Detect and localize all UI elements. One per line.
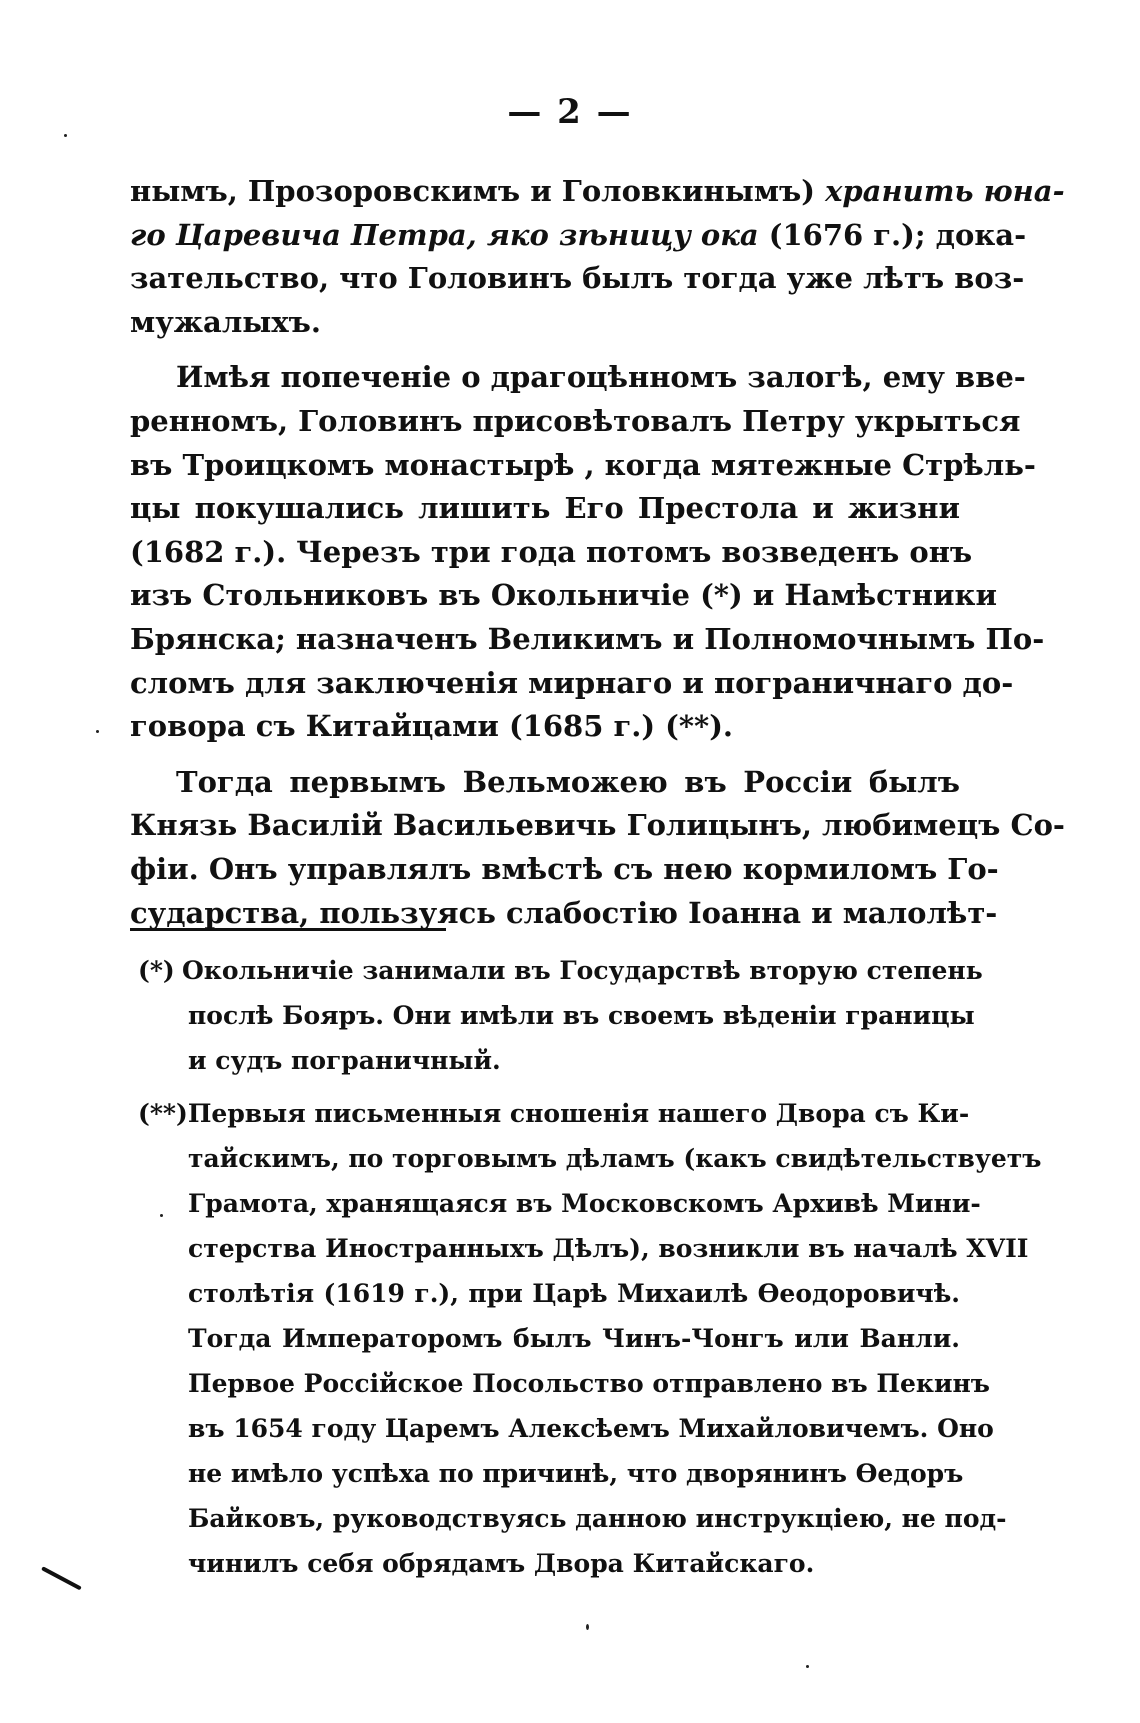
page-number: — 2 —: [507, 92, 633, 132]
footnote-line: [138, 1271, 960, 1316]
footnote-line: [138, 948, 983, 993]
text-line: [130, 804, 1065, 848]
text-line: [130, 170, 1065, 214]
footnote-text: Байковъ, руководствуясь данною инструкціею, не под-: [188, 1504, 1007, 1533]
footnote-line: [138, 1496, 1007, 1541]
text-line: [130, 400, 1021, 444]
footnote-marker: (*): [138, 956, 175, 985]
text-line: [130, 574, 997, 618]
footnote: [138, 1091, 1042, 1586]
scan-stroke-mark: [41, 1566, 82, 1590]
text-span: Князь Василій Васильевичь Голицынъ, любимецъ Со-: [130, 808, 1065, 843]
text-span: ренномъ, Головинъ присовѣтовалъ Петру укрыться: [130, 403, 1021, 438]
text-line: [130, 618, 1045, 662]
text-span: въ Троицкомъ монастырѣ , когда мятежные Стрѣль-: [130, 447, 1036, 482]
text-span: цы покушались лишить Его Престола и жизни: [130, 491, 960, 526]
footnote-text: стерства Иностранныхъ Дѣлъ), возникли въ началѣ XVII: [188, 1234, 1029, 1263]
text-line: [130, 487, 960, 531]
text-line: [130, 531, 973, 575]
scan-speck: [160, 1214, 163, 1217]
text-span: изъ Стольниковъ въ Окольничіе (*) и Намѣстники: [130, 578, 997, 613]
footnote-line: [138, 1226, 1029, 1271]
scan-speck: [806, 1665, 809, 1668]
footnote-text: Первое Россійское Посольство отправлено въ Пекинъ: [188, 1369, 990, 1398]
footnote-line: [138, 1316, 960, 1361]
footnote-line: [138, 1361, 990, 1406]
italic-text-span: хранить юна-: [825, 174, 1065, 208]
text-span: (1676 г.); дока-: [758, 217, 1027, 252]
footnote: [138, 948, 983, 1083]
footnote-text: послѣ Бояръ. Они имѣли въ своемъ вѣденіи границы: [188, 1001, 975, 1030]
footnote-line: [138, 1091, 970, 1136]
footnote-text: и судъ пограничный.: [188, 1046, 501, 1075]
footnote-text: Окольничіе занимали въ Государствѣ вторую степень: [182, 956, 983, 985]
footnote-text: столѣтія (1619 г.), при Царѣ Михаилѣ Ѳеодоровичѣ.: [188, 1279, 960, 1308]
scan-speck: [96, 730, 99, 733]
scan-speck: [586, 1624, 589, 1630]
text-line: [130, 214, 1027, 258]
footnote-marker: (**): [138, 1099, 188, 1128]
text-span: говора съ Китайцами (1685 г.) (**).: [130, 709, 734, 744]
text-span: нымъ, Прозоровскимъ и Головкинымъ): [130, 174, 826, 208]
footnote-text: Тогда Императоромъ былъ Чинъ-Чонгъ или Ванли.: [188, 1324, 960, 1353]
text-line: [130, 444, 1036, 488]
text-span: сударства, пользуясь слабостію Іоанна и малолѣт-: [130, 895, 998, 930]
text-span: Имѣя попеченіе о драгоцѣнномъ залогѣ, ему вве-: [176, 360, 1026, 395]
footnote-text: тайскимъ, по торговымъ дѣламъ (какъ свидѣтельствуетъ: [188, 1144, 1042, 1173]
footnote-line: [138, 1451, 964, 1496]
footnotes: [138, 948, 1042, 1594]
footnote-text: не имѣло успѣха по причинѣ, что дворянинъ Ѳедоръ: [188, 1459, 964, 1488]
text-line: [130, 356, 1026, 400]
italic-text-span: го Царевича Петра, яко зѣницу ока: [130, 217, 759, 252]
text-line: [130, 662, 1014, 706]
footnote-text: въ 1654 году Царемъ Алексѣемъ Михайловичемъ. Оно: [188, 1414, 994, 1443]
footnote-separator: [130, 928, 446, 931]
footnote-text: Первыя письменныя сношенія нашего Двора съ Ки-: [187, 1099, 970, 1128]
text-span: сломъ для заключенія мирнаго и пограничнаго до-: [130, 665, 1014, 700]
text-line: [130, 705, 960, 749]
main-text: [130, 170, 1065, 935]
footnote-line: [138, 1038, 960, 1083]
footnote-line: [138, 1541, 960, 1586]
scan-speck: [64, 134, 67, 137]
text-line: [130, 761, 960, 805]
footnote-text: чинилъ себя обрядамъ Двора Китайскаго.: [188, 1549, 815, 1578]
footnote-line: [138, 1181, 981, 1226]
text-span: Брянска; назначенъ Великимъ и Полномочнымъ По-: [130, 621, 1045, 656]
footnote-line: [138, 1136, 1042, 1181]
text-line: [130, 301, 960, 345]
text-line: [130, 848, 999, 892]
text-line: [130, 257, 1025, 301]
text-span: Тогда первымъ Вельможею въ Россіи былъ: [176, 764, 960, 799]
footnote-line: [138, 993, 975, 1038]
text-span: мужалыхъ.: [130, 304, 321, 339]
text-span: фіи. Онъ управлялъ вмѣстѣ съ нею кормиломъ Го-: [130, 851, 999, 886]
text-span: зательство, что Головинъ былъ тогда уже лѣтъ воз-: [130, 261, 1025, 296]
footnote-line: [138, 1406, 994, 1451]
text-span: (1682 г.). Черезъ три года потомъ возведенъ онъ: [130, 534, 973, 569]
footnote-text: Грамота, хранящаяся въ Московскомъ Архивѣ Мини-: [188, 1189, 981, 1218]
